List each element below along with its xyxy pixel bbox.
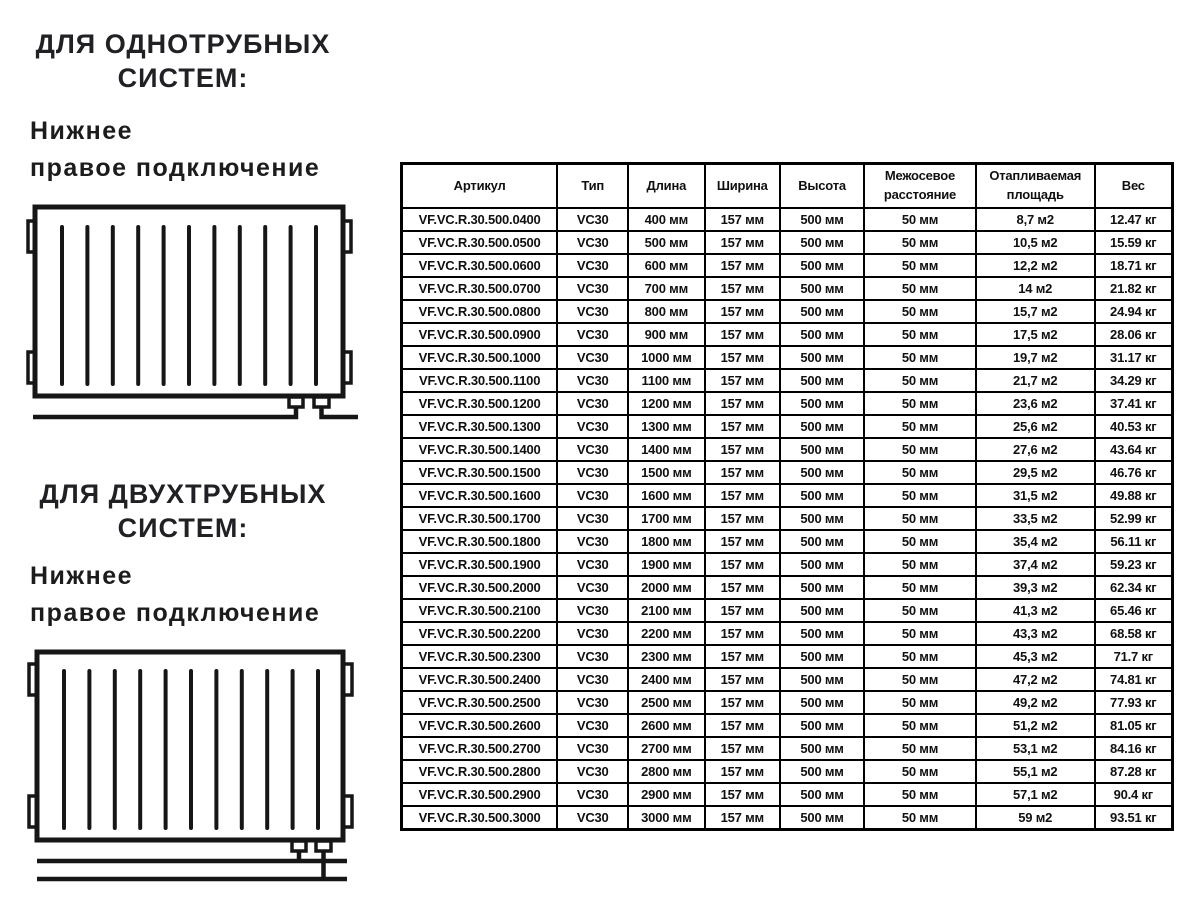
table-cell: 50 мм bbox=[864, 645, 976, 668]
table-cell: VF.VC.R.30.500.0800 bbox=[402, 300, 558, 323]
table-cell: 59.23 кг bbox=[1095, 553, 1173, 576]
table-cell: VC30 bbox=[557, 208, 628, 231]
table-cell: 35,4 м2 bbox=[976, 530, 1095, 553]
spec-table-container bbox=[400, 162, 1174, 831]
table-cell: VF.VC.R.30.500.2300 bbox=[402, 645, 558, 668]
subtitle-line: Нижнее bbox=[30, 562, 134, 590]
table-row bbox=[402, 392, 1173, 415]
table-cell: 31,5 м2 bbox=[976, 484, 1095, 507]
header-cell: Ширина bbox=[705, 164, 781, 209]
table-row bbox=[402, 415, 1173, 438]
table-row bbox=[402, 346, 1173, 369]
table-cell: 15.59 кг bbox=[1095, 231, 1173, 254]
table-cell: 500 мм bbox=[780, 208, 864, 231]
section-title-line: СИСТЕМ: bbox=[117, 63, 249, 93]
table-row bbox=[402, 691, 1173, 714]
table-row bbox=[402, 737, 1173, 760]
table-cell: VC30 bbox=[557, 599, 628, 622]
table-body bbox=[402, 208, 1173, 830]
table-row bbox=[402, 208, 1173, 231]
table-cell: VF.VC.R.30.500.1700 bbox=[402, 507, 558, 530]
table-cell: 21.82 кг bbox=[1095, 277, 1173, 300]
table-cell: 50 мм bbox=[864, 208, 976, 231]
table-cell: VF.VC.R.30.500.0500 bbox=[402, 231, 558, 254]
table-cell: VC30 bbox=[557, 369, 628, 392]
table-cell: VF.VC.R.30.500.1000 bbox=[402, 346, 558, 369]
table-cell: VC30 bbox=[557, 507, 628, 530]
table-row bbox=[402, 484, 1173, 507]
table-cell: 50 мм bbox=[864, 231, 976, 254]
table-cell: 157 мм bbox=[705, 668, 781, 691]
table-cell: VC30 bbox=[557, 530, 628, 553]
section-title-line: ДЛЯ ОДНОТРУБНЫХ bbox=[35, 29, 331, 59]
table-cell: 500 мм bbox=[780, 599, 864, 622]
table-cell: 23,6 м2 bbox=[976, 392, 1095, 415]
header-cell: Артикул bbox=[402, 164, 558, 209]
table-cell: VC30 bbox=[557, 668, 628, 691]
table-cell: VF.VC.R.30.500.1400 bbox=[402, 438, 558, 461]
table-row bbox=[402, 438, 1173, 461]
table-cell: VC30 bbox=[557, 806, 628, 830]
table-header bbox=[402, 164, 1173, 209]
table-row bbox=[402, 783, 1173, 806]
table-cell: 50 мм bbox=[864, 553, 976, 576]
section-subtitle-two-pipe bbox=[30, 558, 380, 632]
table-cell: 37.41 кг bbox=[1095, 392, 1173, 415]
table-cell: 90.4 кг bbox=[1095, 783, 1173, 806]
table-cell: 157 мм bbox=[705, 760, 781, 783]
table-cell: VC30 bbox=[557, 576, 628, 599]
table-cell: 500 мм bbox=[780, 783, 864, 806]
table-cell: VC30 bbox=[557, 783, 628, 806]
table-row bbox=[402, 369, 1173, 392]
table-cell: 1900 мм bbox=[628, 553, 704, 576]
table-cell: 55,1 м2 bbox=[976, 760, 1095, 783]
header-cell: Отапливаемая площадь bbox=[976, 164, 1095, 209]
table-cell: 50 мм bbox=[864, 622, 976, 645]
table-cell: 93.51 кг bbox=[1095, 806, 1173, 830]
table-cell: 1800 мм bbox=[628, 530, 704, 553]
table-cell: 157 мм bbox=[705, 208, 781, 231]
table-cell: VF.VC.R.30.500.0900 bbox=[402, 323, 558, 346]
table-cell: 500 мм bbox=[780, 277, 864, 300]
table-cell: 14 м2 bbox=[976, 277, 1095, 300]
table-cell: 39,3 м2 bbox=[976, 576, 1095, 599]
table-cell: 2200 мм bbox=[628, 622, 704, 645]
table-row bbox=[402, 599, 1173, 622]
header-cell: Межосевое расстояние bbox=[864, 164, 976, 209]
table-cell: 50 мм bbox=[864, 737, 976, 760]
table-cell: 37,4 м2 bbox=[976, 553, 1095, 576]
table-cell: 1000 мм bbox=[628, 346, 704, 369]
table-cell: 700 мм bbox=[628, 277, 704, 300]
table-cell: VC30 bbox=[557, 415, 628, 438]
table-cell: 29,5 м2 bbox=[976, 461, 1095, 484]
table-row bbox=[402, 576, 1173, 599]
table-cell: 74.81 кг bbox=[1095, 668, 1173, 691]
table-cell: VC30 bbox=[557, 484, 628, 507]
table-cell: VC30 bbox=[557, 300, 628, 323]
table-cell: VF.VC.R.30.500.2500 bbox=[402, 691, 558, 714]
table-cell: 57,1 м2 bbox=[976, 783, 1095, 806]
table-cell: 47,2 м2 bbox=[976, 668, 1095, 691]
table-cell: 50 мм bbox=[864, 254, 976, 277]
table-cell: VF.VC.R.30.500.2600 bbox=[402, 714, 558, 737]
table-cell: VF.VC.R.30.500.1800 bbox=[402, 530, 558, 553]
connection-stub-left bbox=[289, 397, 303, 407]
radiator-diagram-one-pipe bbox=[25, 194, 365, 434]
table-cell: 500 мм bbox=[780, 323, 864, 346]
table-cell: 157 мм bbox=[705, 369, 781, 392]
table-cell: 157 мм bbox=[705, 645, 781, 668]
table-cell: VC30 bbox=[557, 438, 628, 461]
connection-stub-right bbox=[316, 841, 331, 851]
table-cell: 2800 мм bbox=[628, 760, 704, 783]
table-row bbox=[402, 231, 1173, 254]
table-cell: VC30 bbox=[557, 760, 628, 783]
table-cell: 2900 мм bbox=[628, 783, 704, 806]
connection-stub-left bbox=[292, 841, 306, 851]
table-cell: 2600 мм bbox=[628, 714, 704, 737]
table-cell: 500 мм bbox=[780, 806, 864, 830]
table-cell: VF.VC.R.30.500.1100 bbox=[402, 369, 558, 392]
table-cell: 157 мм bbox=[705, 392, 781, 415]
table-cell: 2700 мм bbox=[628, 737, 704, 760]
table-row bbox=[402, 760, 1173, 783]
table-cell: 500 мм bbox=[780, 668, 864, 691]
table-cell: 157 мм bbox=[705, 415, 781, 438]
table-cell: 50 мм bbox=[864, 415, 976, 438]
table-cell: 500 мм bbox=[780, 300, 864, 323]
table-cell: 50 мм bbox=[864, 323, 976, 346]
table-row bbox=[402, 461, 1173, 484]
table-cell: VF.VC.R.30.500.1600 bbox=[402, 484, 558, 507]
table-cell: VC30 bbox=[557, 392, 628, 415]
table-cell: 157 мм bbox=[705, 806, 781, 830]
table-cell: 40.53 кг bbox=[1095, 415, 1173, 438]
table-cell: 800 мм bbox=[628, 300, 704, 323]
pipes-two-pipe bbox=[37, 850, 347, 879]
table-row bbox=[402, 507, 1173, 530]
table-cell: 500 мм bbox=[780, 737, 864, 760]
table-cell: 49.88 кг bbox=[1095, 484, 1173, 507]
table-cell: VF.VC.R.30.500.1500 bbox=[402, 461, 558, 484]
table-cell: 157 мм bbox=[705, 783, 781, 806]
table-cell: 500 мм bbox=[780, 392, 864, 415]
table-cell: 49,2 м2 bbox=[976, 691, 1095, 714]
table-cell: 50 мм bbox=[864, 484, 976, 507]
table-row bbox=[402, 553, 1173, 576]
table-cell: VF.VC.R.30.500.2000 bbox=[402, 576, 558, 599]
table-cell: VF.VC.R.30.500.2900 bbox=[402, 783, 558, 806]
table-cell: VC30 bbox=[557, 254, 628, 277]
table-cell: 500 мм bbox=[780, 415, 864, 438]
table-cell: 2400 мм bbox=[628, 668, 704, 691]
table-cell: 157 мм bbox=[705, 599, 781, 622]
table-cell: VC30 bbox=[557, 346, 628, 369]
table-row bbox=[402, 300, 1173, 323]
table-cell: 157 мм bbox=[705, 691, 781, 714]
table-cell: VF.VC.R.30.500.2400 bbox=[402, 668, 558, 691]
table-cell: 27,6 м2 bbox=[976, 438, 1095, 461]
subtitle-line: правое подключение bbox=[30, 599, 321, 627]
table-cell: VC30 bbox=[557, 691, 628, 714]
pipes-one-pipe bbox=[33, 406, 358, 417]
table-cell: 500 мм bbox=[780, 530, 864, 553]
table-row bbox=[402, 254, 1173, 277]
table-cell: VF.VC.R.30.500.2700 bbox=[402, 737, 558, 760]
table-cell: 500 мм bbox=[628, 231, 704, 254]
table-cell: 34.29 кг bbox=[1095, 369, 1173, 392]
table-cell: 1200 мм bbox=[628, 392, 704, 415]
table-cell: 19,7 м2 bbox=[976, 346, 1095, 369]
table-cell: 12,2 м2 bbox=[976, 254, 1095, 277]
table-cell: VF.VC.R.30.500.2800 bbox=[402, 760, 558, 783]
table-cell: 50 мм bbox=[864, 783, 976, 806]
table-cell: 2000 мм bbox=[628, 576, 704, 599]
table-cell: 157 мм bbox=[705, 461, 781, 484]
table-cell: 25,6 м2 bbox=[976, 415, 1095, 438]
table-cell: 157 мм bbox=[705, 622, 781, 645]
table-cell: 51,2 м2 bbox=[976, 714, 1095, 737]
table-cell: 1500 мм bbox=[628, 461, 704, 484]
table-cell: 157 мм bbox=[705, 553, 781, 576]
table-cell: VF.VC.R.30.500.3000 bbox=[402, 806, 558, 830]
table-cell: 157 мм bbox=[705, 438, 781, 461]
table-row bbox=[402, 806, 1173, 830]
table-cell: 50 мм bbox=[864, 691, 976, 714]
table-cell: 56.11 кг bbox=[1095, 530, 1173, 553]
table-cell: 87.28 кг bbox=[1095, 760, 1173, 783]
table-cell: 24.94 кг bbox=[1095, 300, 1173, 323]
table-cell: 62.34 кг bbox=[1095, 576, 1173, 599]
section-title-line: СИСТЕМ: bbox=[117, 513, 249, 543]
table-cell: 52.99 кг bbox=[1095, 507, 1173, 530]
section-subtitle-one-pipe bbox=[30, 113, 380, 187]
table-cell: VC30 bbox=[557, 277, 628, 300]
radiator-diagram-two-pipe bbox=[25, 640, 365, 895]
table-cell: 8,7 м2 bbox=[976, 208, 1095, 231]
specs-table bbox=[400, 162, 1174, 831]
header-cell: Вес bbox=[1095, 164, 1173, 209]
table-cell: VF.VC.R.30.500.2200 bbox=[402, 622, 558, 645]
section-title-one-pipe bbox=[18, 27, 348, 95]
table-cell: 50 мм bbox=[864, 668, 976, 691]
table-cell: 17,5 м2 bbox=[976, 323, 1095, 346]
table-cell: 50 мм bbox=[864, 369, 976, 392]
table-cell: 1600 мм bbox=[628, 484, 704, 507]
table-cell: 65.46 кг bbox=[1095, 599, 1173, 622]
table-cell: 600 мм bbox=[628, 254, 704, 277]
table-cell: 50 мм bbox=[864, 507, 976, 530]
table-cell: 500 мм bbox=[780, 254, 864, 277]
table-cell: 500 мм bbox=[780, 622, 864, 645]
table-cell: 500 мм bbox=[780, 507, 864, 530]
table-row bbox=[402, 645, 1173, 668]
table-cell: 18.71 кг bbox=[1095, 254, 1173, 277]
table-cell: 500 мм bbox=[780, 714, 864, 737]
table-cell: 1300 мм bbox=[628, 415, 704, 438]
table-cell: 1100 мм bbox=[628, 369, 704, 392]
table-cell: 12.47 кг bbox=[1095, 208, 1173, 231]
table-cell: 28.06 кг bbox=[1095, 323, 1173, 346]
table-cell: 500 мм bbox=[780, 438, 864, 461]
table-cell: 50 мм bbox=[864, 438, 976, 461]
subtitle-line: правое подключение bbox=[30, 154, 321, 182]
table-cell: VC30 bbox=[557, 553, 628, 576]
table-cell: 50 мм bbox=[864, 714, 976, 737]
table-row bbox=[402, 277, 1173, 300]
table-cell: 500 мм bbox=[780, 484, 864, 507]
table-cell: 500 мм bbox=[780, 645, 864, 668]
section-title-two-pipe bbox=[18, 477, 348, 545]
table-cell: 400 мм bbox=[628, 208, 704, 231]
table-cell: 50 мм bbox=[864, 346, 976, 369]
table-cell: 2500 мм bbox=[628, 691, 704, 714]
table-cell: 500 мм bbox=[780, 576, 864, 599]
table-row bbox=[402, 668, 1173, 691]
table-cell: 50 мм bbox=[864, 277, 976, 300]
table-cell: 500 мм bbox=[780, 691, 864, 714]
table-header-row bbox=[402, 164, 1173, 209]
table-cell: 157 мм bbox=[705, 530, 781, 553]
table-cell: 900 мм bbox=[628, 323, 704, 346]
table-cell: 500 мм bbox=[780, 369, 864, 392]
table-cell: 41,3 м2 bbox=[976, 599, 1095, 622]
table-cell: VF.VC.R.30.500.1900 bbox=[402, 553, 558, 576]
table-cell: 50 мм bbox=[864, 599, 976, 622]
table-cell: 3000 мм bbox=[628, 806, 704, 830]
table-cell: VF.VC.R.30.500.0700 bbox=[402, 277, 558, 300]
table-row bbox=[402, 714, 1173, 737]
table-cell: 157 мм bbox=[705, 507, 781, 530]
header-cell: Высота bbox=[780, 164, 864, 209]
table-cell: VF.VC.R.30.500.0400 bbox=[402, 208, 558, 231]
table-cell: 500 мм bbox=[780, 553, 864, 576]
header-cell: Тип bbox=[557, 164, 628, 209]
table-cell: 2300 мм bbox=[628, 645, 704, 668]
table-cell: VF.VC.R.30.500.1300 bbox=[402, 415, 558, 438]
table-cell: 71.7 кг bbox=[1095, 645, 1173, 668]
table-cell: 53,1 м2 bbox=[976, 737, 1095, 760]
table-cell: VF.VC.R.30.500.2100 bbox=[402, 599, 558, 622]
table-cell: 68.58 кг bbox=[1095, 622, 1173, 645]
table-cell: VC30 bbox=[557, 323, 628, 346]
table-cell: 157 мм bbox=[705, 277, 781, 300]
table-cell: 50 мм bbox=[864, 461, 976, 484]
table-cell: 2100 мм bbox=[628, 599, 704, 622]
table-cell: VF.VC.R.30.500.0600 bbox=[402, 254, 558, 277]
table-cell: 31.17 кг bbox=[1095, 346, 1173, 369]
table-cell: 157 мм bbox=[705, 300, 781, 323]
table-row bbox=[402, 323, 1173, 346]
table-cell: 157 мм bbox=[705, 254, 781, 277]
subtitle-line: Нижнее bbox=[30, 117, 134, 145]
table-cell: 500 мм bbox=[780, 461, 864, 484]
table-cell: 157 мм bbox=[705, 231, 781, 254]
table-cell: 77.93 кг bbox=[1095, 691, 1173, 714]
table-cell: 157 мм bbox=[705, 346, 781, 369]
table-cell: 21,7 м2 bbox=[976, 369, 1095, 392]
table-cell: 50 мм bbox=[864, 392, 976, 415]
table-cell: VC30 bbox=[557, 231, 628, 254]
table-cell: 157 мм bbox=[705, 323, 781, 346]
table-cell: 84.16 кг bbox=[1095, 737, 1173, 760]
table-cell: 46.76 кг bbox=[1095, 461, 1173, 484]
table-cell: VC30 bbox=[557, 737, 628, 760]
table-cell: 157 мм bbox=[705, 737, 781, 760]
table-row bbox=[402, 530, 1173, 553]
table-cell: 43,3 м2 bbox=[976, 622, 1095, 645]
table-cell: 15,7 м2 bbox=[976, 300, 1095, 323]
connection-stub-right bbox=[314, 397, 329, 407]
table-cell: 33,5 м2 bbox=[976, 507, 1095, 530]
table-cell: 59 м2 bbox=[976, 806, 1095, 830]
table-cell: 500 мм bbox=[780, 346, 864, 369]
table-cell: 1400 мм bbox=[628, 438, 704, 461]
table-cell: 50 мм bbox=[864, 530, 976, 553]
table-cell: 157 мм bbox=[705, 484, 781, 507]
section-title-line: ДЛЯ ДВУХТРУБНЫХ bbox=[39, 479, 327, 509]
table-row bbox=[402, 622, 1173, 645]
table-cell: 50 мм bbox=[864, 806, 976, 830]
table-cell: 50 мм bbox=[864, 760, 976, 783]
table-cell: 1700 мм bbox=[628, 507, 704, 530]
table-cell: 500 мм bbox=[780, 231, 864, 254]
table-cell: 45,3 м2 bbox=[976, 645, 1095, 668]
table-cell: VC30 bbox=[557, 645, 628, 668]
table-cell: 157 мм bbox=[705, 576, 781, 599]
header-cell: Длина bbox=[628, 164, 704, 209]
table-cell: VC30 bbox=[557, 622, 628, 645]
table-cell: 43.64 кг bbox=[1095, 438, 1173, 461]
table-cell: 81.05 кг bbox=[1095, 714, 1173, 737]
table-cell: 10,5 м2 bbox=[976, 231, 1095, 254]
table-cell: 50 мм bbox=[864, 576, 976, 599]
table-cell: 50 мм bbox=[864, 300, 976, 323]
table-cell: VF.VC.R.30.500.1200 bbox=[402, 392, 558, 415]
table-cell: VC30 bbox=[557, 714, 628, 737]
table-cell: VC30 bbox=[557, 461, 628, 484]
table-cell: 157 мм bbox=[705, 714, 781, 737]
table-cell: 500 мм bbox=[780, 760, 864, 783]
